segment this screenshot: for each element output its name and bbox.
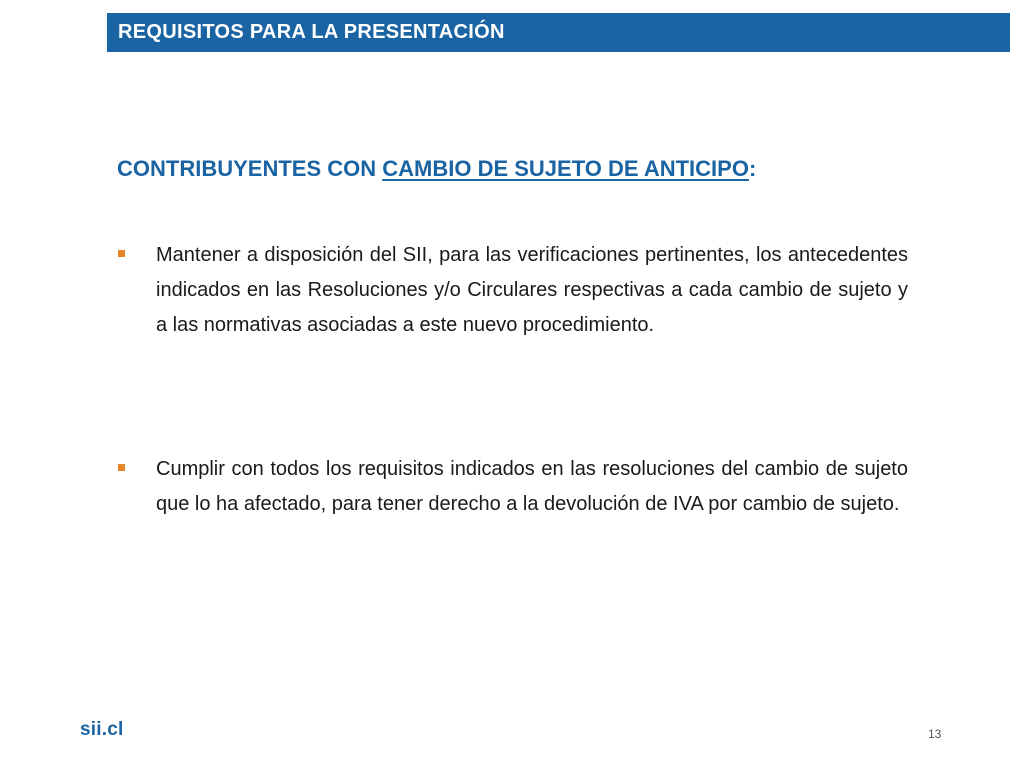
bullet-text: Mantener a disposición del SII, para las verificaciones pertinentes, los antecedentes indicados en las Resoluciones y/o Circulares respectivas a cada cambio de sujeto y a las normativas asociadas a este nuevo procedimiento.: [156, 244, 908, 336]
slide-title: REQUISITOS PARA LA PRESENTACIÓN: [118, 21, 505, 43]
page-number: 13: [928, 727, 942, 741]
section-title-prefix: CONTRIBUYENTES CON: [117, 156, 383, 181]
section-title: [117, 156, 756, 182]
sii-logo: sii.cl: [80, 719, 124, 740]
square-bullet-icon: [118, 464, 125, 471]
section-title-suffix: :: [748, 156, 757, 181]
header-bar: [107, 13, 1010, 52]
bullet-text: Cumplir con todos los requisitos indicados en las resoluciones del cambio de sujeto que lo ha afectado, para tener derecho a la devolución de IVA por cambio de sujeto.: [156, 458, 908, 515]
bullet-item: [117, 452, 908, 522]
square-bullet-icon: [118, 250, 125, 257]
bullet-item: [117, 238, 908, 343]
section-title-underlined: CAMBIO DE SUJETO DE ANTICIPO: [382, 156, 749, 181]
